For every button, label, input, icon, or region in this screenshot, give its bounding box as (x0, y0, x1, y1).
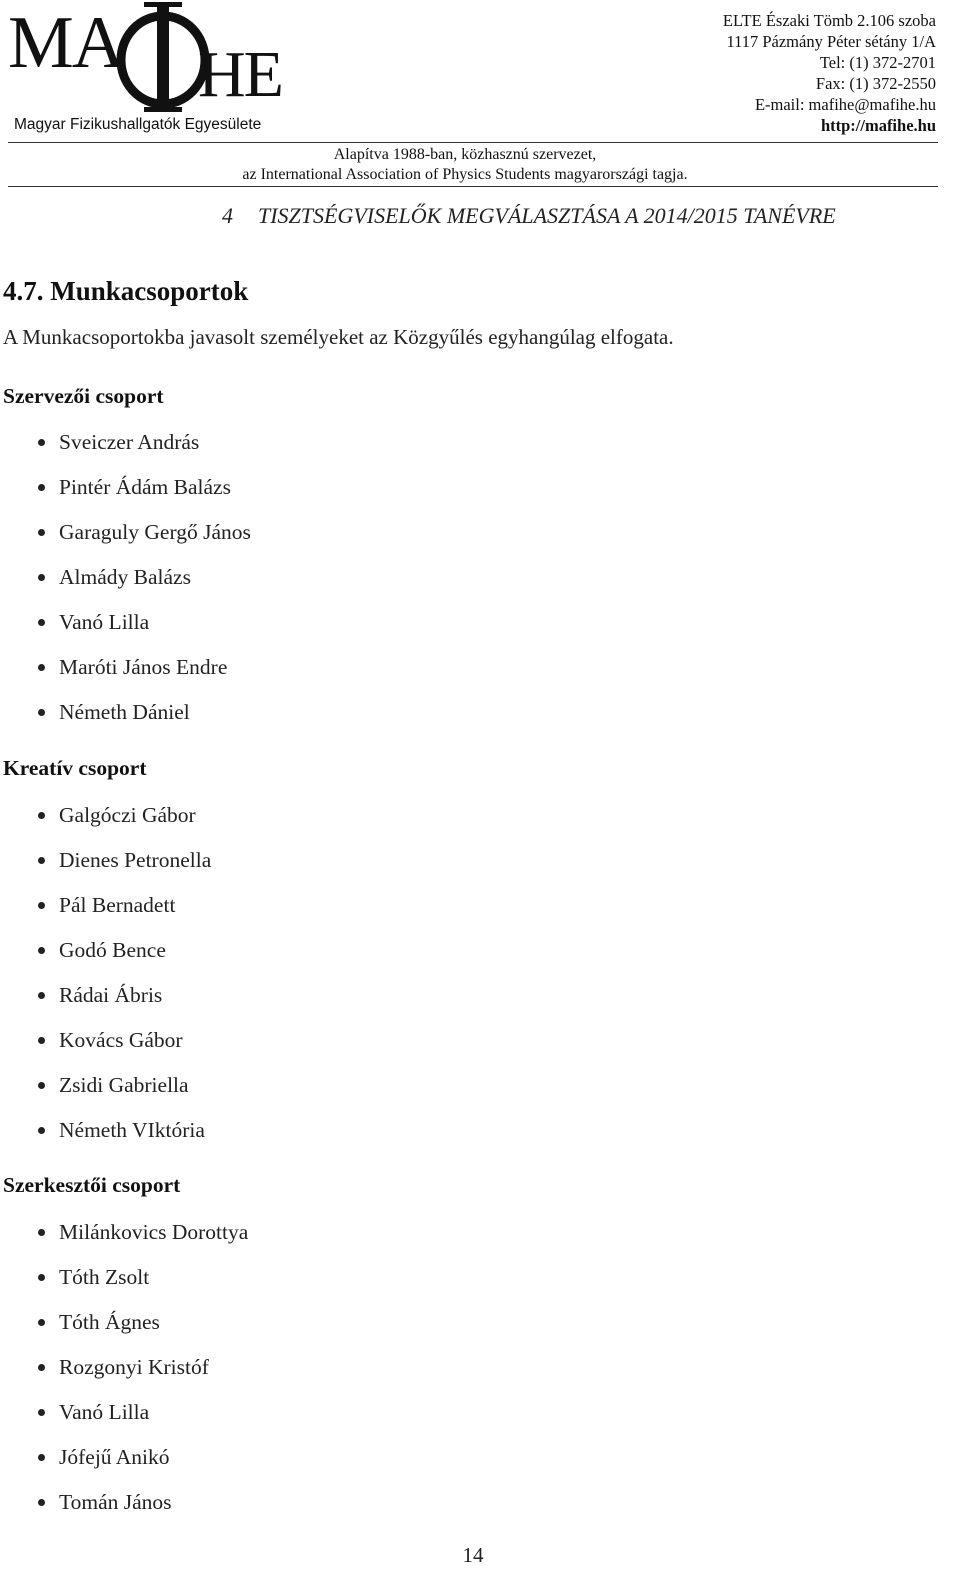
member-name: Rádai Ábris (59, 983, 163, 1007)
member-name: Dienes Petronella (59, 848, 212, 872)
bullet-icon (38, 902, 45, 909)
member-name: Jófejű Anikó (59, 1445, 170, 1469)
bullet-icon (38, 574, 45, 581)
bullet-icon (38, 812, 45, 819)
contact-website: http://mafihe.hu (820, 116, 936, 135)
member-name: Almády Balázs (59, 565, 191, 589)
running-head-number: 4 (222, 203, 233, 228)
letterhead-divider-top (8, 142, 938, 143)
member-name: Németh Dániel (59, 700, 190, 724)
group-heading-organizing: Szervezői csoport (3, 384, 164, 408)
organization-name: Magyar Fizikushallgatók Egyesülete (14, 116, 262, 133)
bullet-icon (38, 619, 45, 626)
member-name: Kovács Gábor (59, 1028, 183, 1052)
bullet-icon (38, 484, 45, 491)
bullet-icon (38, 947, 45, 954)
founded-line-2: az International Association of Physics Students magyarországi tagja. (242, 166, 688, 183)
running-head (0, 203, 956, 233)
bullet-icon (38, 1409, 45, 1416)
bullet-icon (38, 664, 45, 671)
member-name: Galgóczi Gábor (59, 803, 196, 827)
letterhead-divider-bottom (8, 186, 938, 187)
member-name: Vanó Lilla (59, 610, 150, 634)
member-name: Rozgonyi Kristóf (59, 1355, 209, 1379)
contact-block (723, 10, 936, 136)
section-title: 4.7. Munkacsoportok (3, 276, 249, 306)
member-name: Sveiczer András (59, 430, 200, 454)
bullet-icon (38, 439, 45, 446)
contact-phone: Tel: (1) 372-2701 (819, 53, 936, 72)
bullet-icon (38, 1127, 45, 1134)
member-name: Tóth Zsolt (59, 1265, 150, 1289)
bullet-icon (38, 1229, 45, 1236)
member-name: Godó Bence (59, 938, 166, 962)
bullet-icon (38, 1364, 45, 1371)
group-heading-creative: Kreatív csoport (3, 756, 147, 780)
bullet-icon (38, 992, 45, 999)
page-number: 14 (462, 1543, 484, 1567)
founded-line-1: Alapítva 1988-ban, közhasznú szervezet, (333, 146, 597, 163)
contact-address-room: ELTE Északi Tömb 2.106 szoba (722, 11, 936, 30)
bullet-icon (38, 1454, 45, 1461)
member-name: Németh VIktória (59, 1118, 205, 1142)
member-name: Milánkovics Dorottya (59, 1220, 249, 1244)
letterhead (0, 0, 960, 190)
founded-note (0, 145, 930, 185)
group-heading-editorial: Szerkesztői csoport (3, 1173, 181, 1197)
bullet-icon (38, 1499, 45, 1506)
section-intro: A Munkacsoportokba javasolt személyeket az Közgyűlés egyhangúlag elfogata. (3, 325, 674, 349)
member-name: Maróti János Endre (59, 655, 228, 679)
member-name: Tomán János (59, 1490, 172, 1514)
member-name: Zsidi Gabriella (59, 1073, 189, 1097)
bullet-icon (38, 857, 45, 864)
member-name: Garaguly Gergő János (59, 520, 251, 544)
bullet-icon (38, 1319, 45, 1326)
logo-text-right: HE (198, 38, 282, 111)
logo-text-left: MA (8, 2, 124, 84)
bullet-icon (38, 709, 45, 716)
member-name: Pintér Ádám Balázs (59, 475, 231, 499)
member-name: Vanó Lilla (59, 1400, 150, 1424)
mafihe-logo (8, 0, 293, 140)
bullet-icon (38, 529, 45, 536)
contact-address-street: 1117 Pázmány Péter sétány 1/A (726, 32, 936, 51)
member-name: Tóth Ágnes (59, 1310, 160, 1334)
bullet-icon (38, 1037, 45, 1044)
bullet-icon (38, 1274, 45, 1281)
contact-email: E-mail: mafihe@mafihe.hu (754, 95, 936, 114)
running-head-title: TISZTSÉGVISELŐK MEGVÁLASZTÁSA A 2014/2015 TANÉVRE (258, 203, 836, 228)
member-name: Pál Bernadett (59, 893, 176, 917)
bullet-icon (38, 1082, 45, 1089)
contact-fax: Fax: (1) 372-2550 (815, 74, 936, 93)
